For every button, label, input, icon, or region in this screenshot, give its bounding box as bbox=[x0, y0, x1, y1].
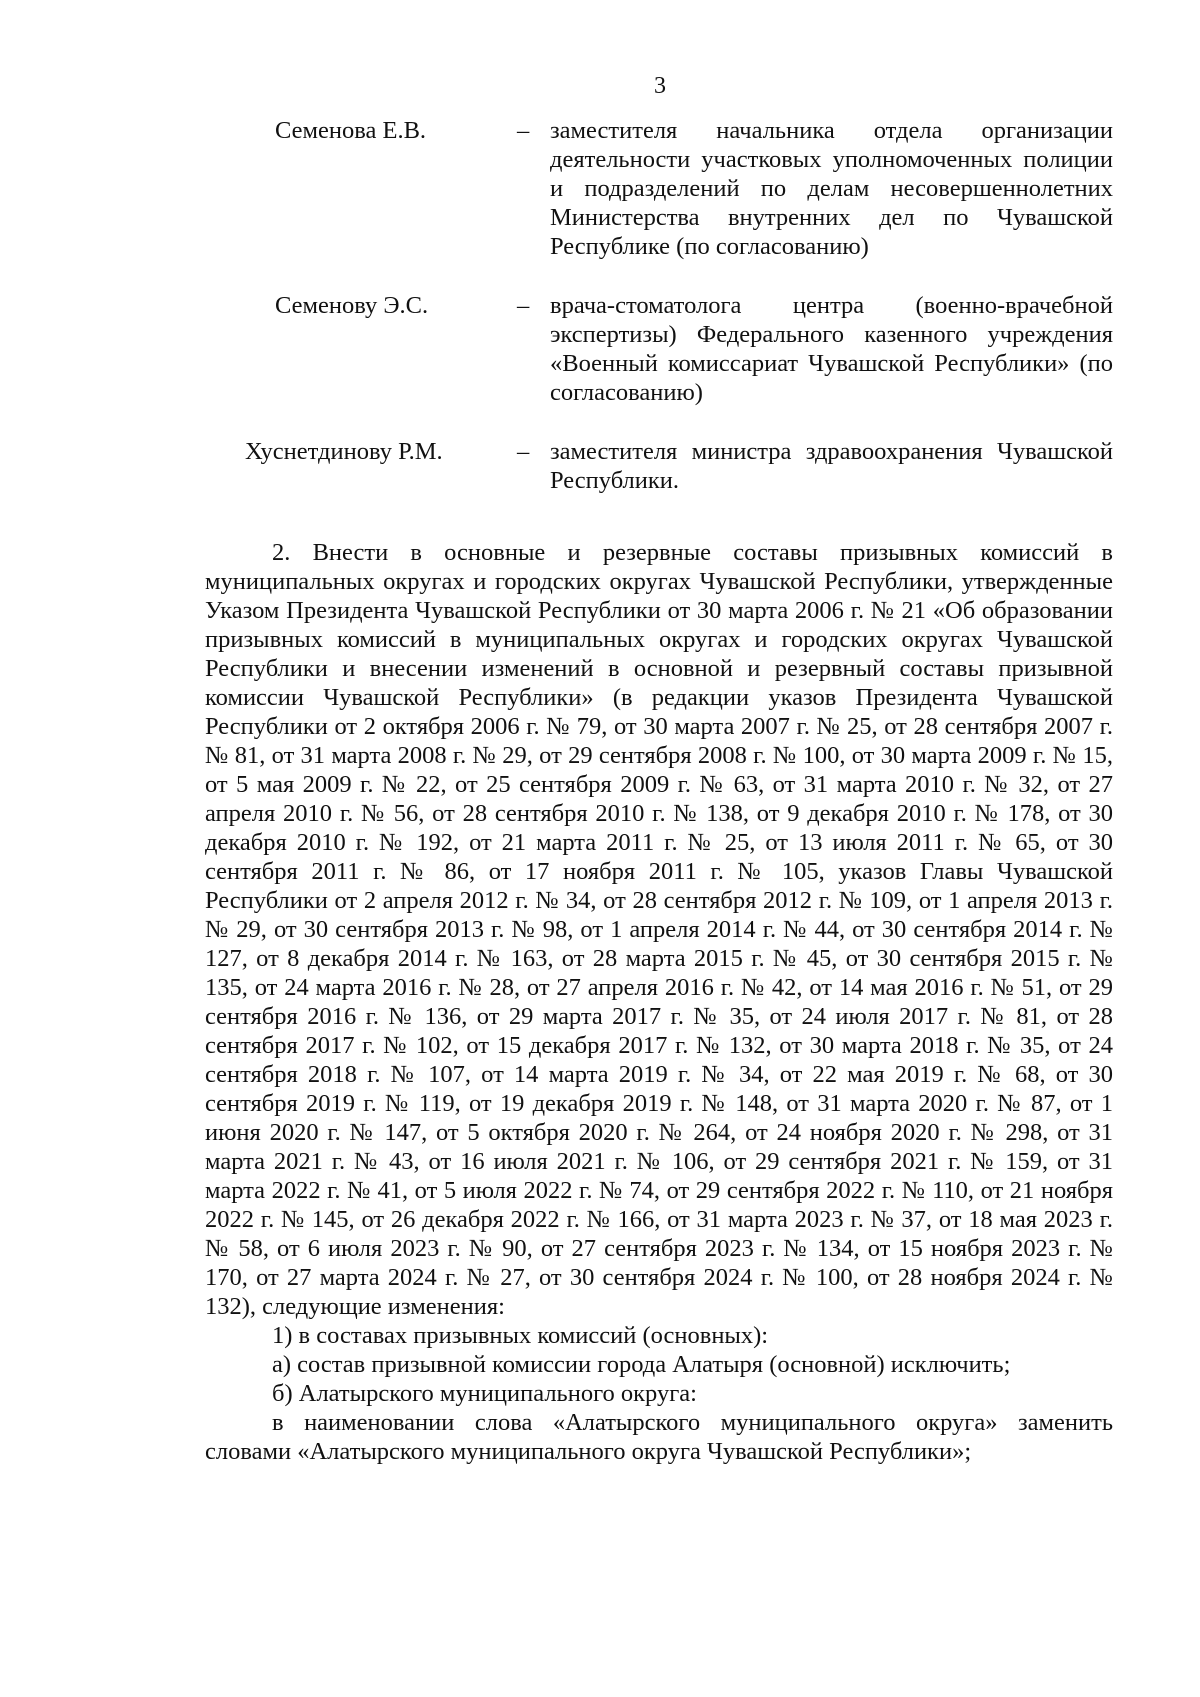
member-row bbox=[205, 116, 1113, 261]
member-name: Хуснетдинову Р.М. bbox=[245, 438, 443, 465]
member-row bbox=[205, 437, 1113, 495]
paragraph-item-b: б) Алатырского муниципального округа: bbox=[272, 1380, 697, 1407]
member-description: врача-стоматолога центра (военно-врачебной экспертизы) Федерального казенного учреждения «Военный комиссариат Чувашской Республики» (по согласованию) bbox=[550, 292, 1113, 406]
paragraph-rename: в наименовании слова «Алатырского муниципального округа» заменить словами «Алатырского муниципального округа Чувашской Республики»; bbox=[205, 1409, 1113, 1465]
document-body bbox=[205, 538, 1113, 1466]
member-dash: – bbox=[517, 438, 530, 465]
member-dash: – bbox=[517, 117, 530, 144]
paragraph-item-1: 1) в составах призывных комиссий (основных): bbox=[272, 1322, 769, 1349]
member-description: заместителя начальника отдела организации деятельности участковых уполномоченных полиции и подразделений по делам несовершеннолетних Министерства внутренних дел по Чувашской Республике (по согласованию) bbox=[550, 117, 1113, 260]
commission-members-list bbox=[205, 116, 1113, 525]
member-description: заместителя министра здравоохранения Чувашской Республики. bbox=[550, 438, 1113, 494]
page-number: 3 bbox=[654, 73, 666, 99]
member-name: Семенова Е.В. bbox=[275, 117, 427, 144]
paragraph-amendments-intro: 2. Внести в основные и резервные составы призывных комиссий в муниципальных округах и городских округах Чувашской Республики, утвержденные Указом Президента Чувашской Республики от 30 марта 2006 г. № 21 «Об образовании призывных комиссий в муниципальных округах и городских округах Чувашской Республики и внесении изменений в основной и резервный составы призывной комиссии Чувашской Республики» (в редакции указов Президента Чувашской Республики от 2 октября 2006 г. № 79, от 30 марта 2007 г. № 25, от 28 сентября 2007 г. № 81, от 31 марта 2008 г. № 29, от 29 сентября 2008 г. № 100, от 30 марта 2009 г. № 15, от 5 мая 2009 г. № 22, от 25 сентября 2009 г. № 63, от 31 марта 2010 г. № 32, от 27 апреля 2010 г. № 56, от 28 сентября 2010 г. № 138, от 9 декабря 2010 г. № 178, от 30 декабря 2010 г. № 192, от 21 марта 2011 г. № 25, от 13 июля 2011 г. № 65, от 30 сентября 2011 г. № 86, от 17 ноября 2011 г. № 105, указов Главы Чувашской Республики от 2 апреля 2012 г. № 34, от 28 сентября 2012 г. № 109, от 1 апреля 2013 г. № 29, от 30 сентября 2013 г. № 98, от 1 апреля 2014 г. № 44, от 30 сентября 2014 г. № 127, от 8 декабря 2014 г. № 163, от 28 марта 2015 г. № 45, от 30 сентября 2015 г. № 135, от 24 марта 2016 г. № 28, от 27 апреля 2016 г. № 42, от 14 мая 2016 г. № 51, от 29 сентября 2016 г. № 136, от 29 марта 2017 г. № 35, от 24 июля 2017 г. № 81, от 28 сентября 2017 г. № 102, от 15 декабря 2017 г. № 132, от 30 марта 2018 г. № 35, от 24 сентября 2018 г. № 107, от 14 марта 2019 г. № 34, от 22 мая 2019 г. № 68, от 30 сентября 2019 г. № 119, от 19 декабря 2019 г. № 148, от 31 марта 2020 г. № 87, от 1 июня 2020 г. № 147, от 5 октября 2020 г. № 264, от 24 ноября 2020 г. № 298, от 31 марта 2021 г. № 43, от 16 июля 2021 г. № 106, от 29 сентября 2021 г. № 159, от 31 марта 2022 г. № 41, от 5 июля 2022 г. № 74, от 29 сентября 2022 г. № 110, от 21 ноября 2022 г. № 145, от 26 декабря 2022 г. № 166, от 31 марта 2023 г. № 37, от 18 мая 2023 г. № 58, от 6 июля 2023 г. № 90, от 27 сентября 2023 г. № 134, от 15 ноября 2023 г. № 170, от 27 марта 2024 г. № 27, от 30 сентября 2024 г. № 100, от 28 ноября 2024 г. № 132), следующие изменения: bbox=[205, 539, 1113, 1320]
member-name: Семенову Э.С. bbox=[275, 292, 429, 319]
member-dash: – bbox=[517, 292, 530, 319]
paragraph-item-a: а) состав призывной комиссии города Алатыря (основной) исключить; bbox=[272, 1351, 1011, 1378]
member-row bbox=[205, 291, 1113, 407]
